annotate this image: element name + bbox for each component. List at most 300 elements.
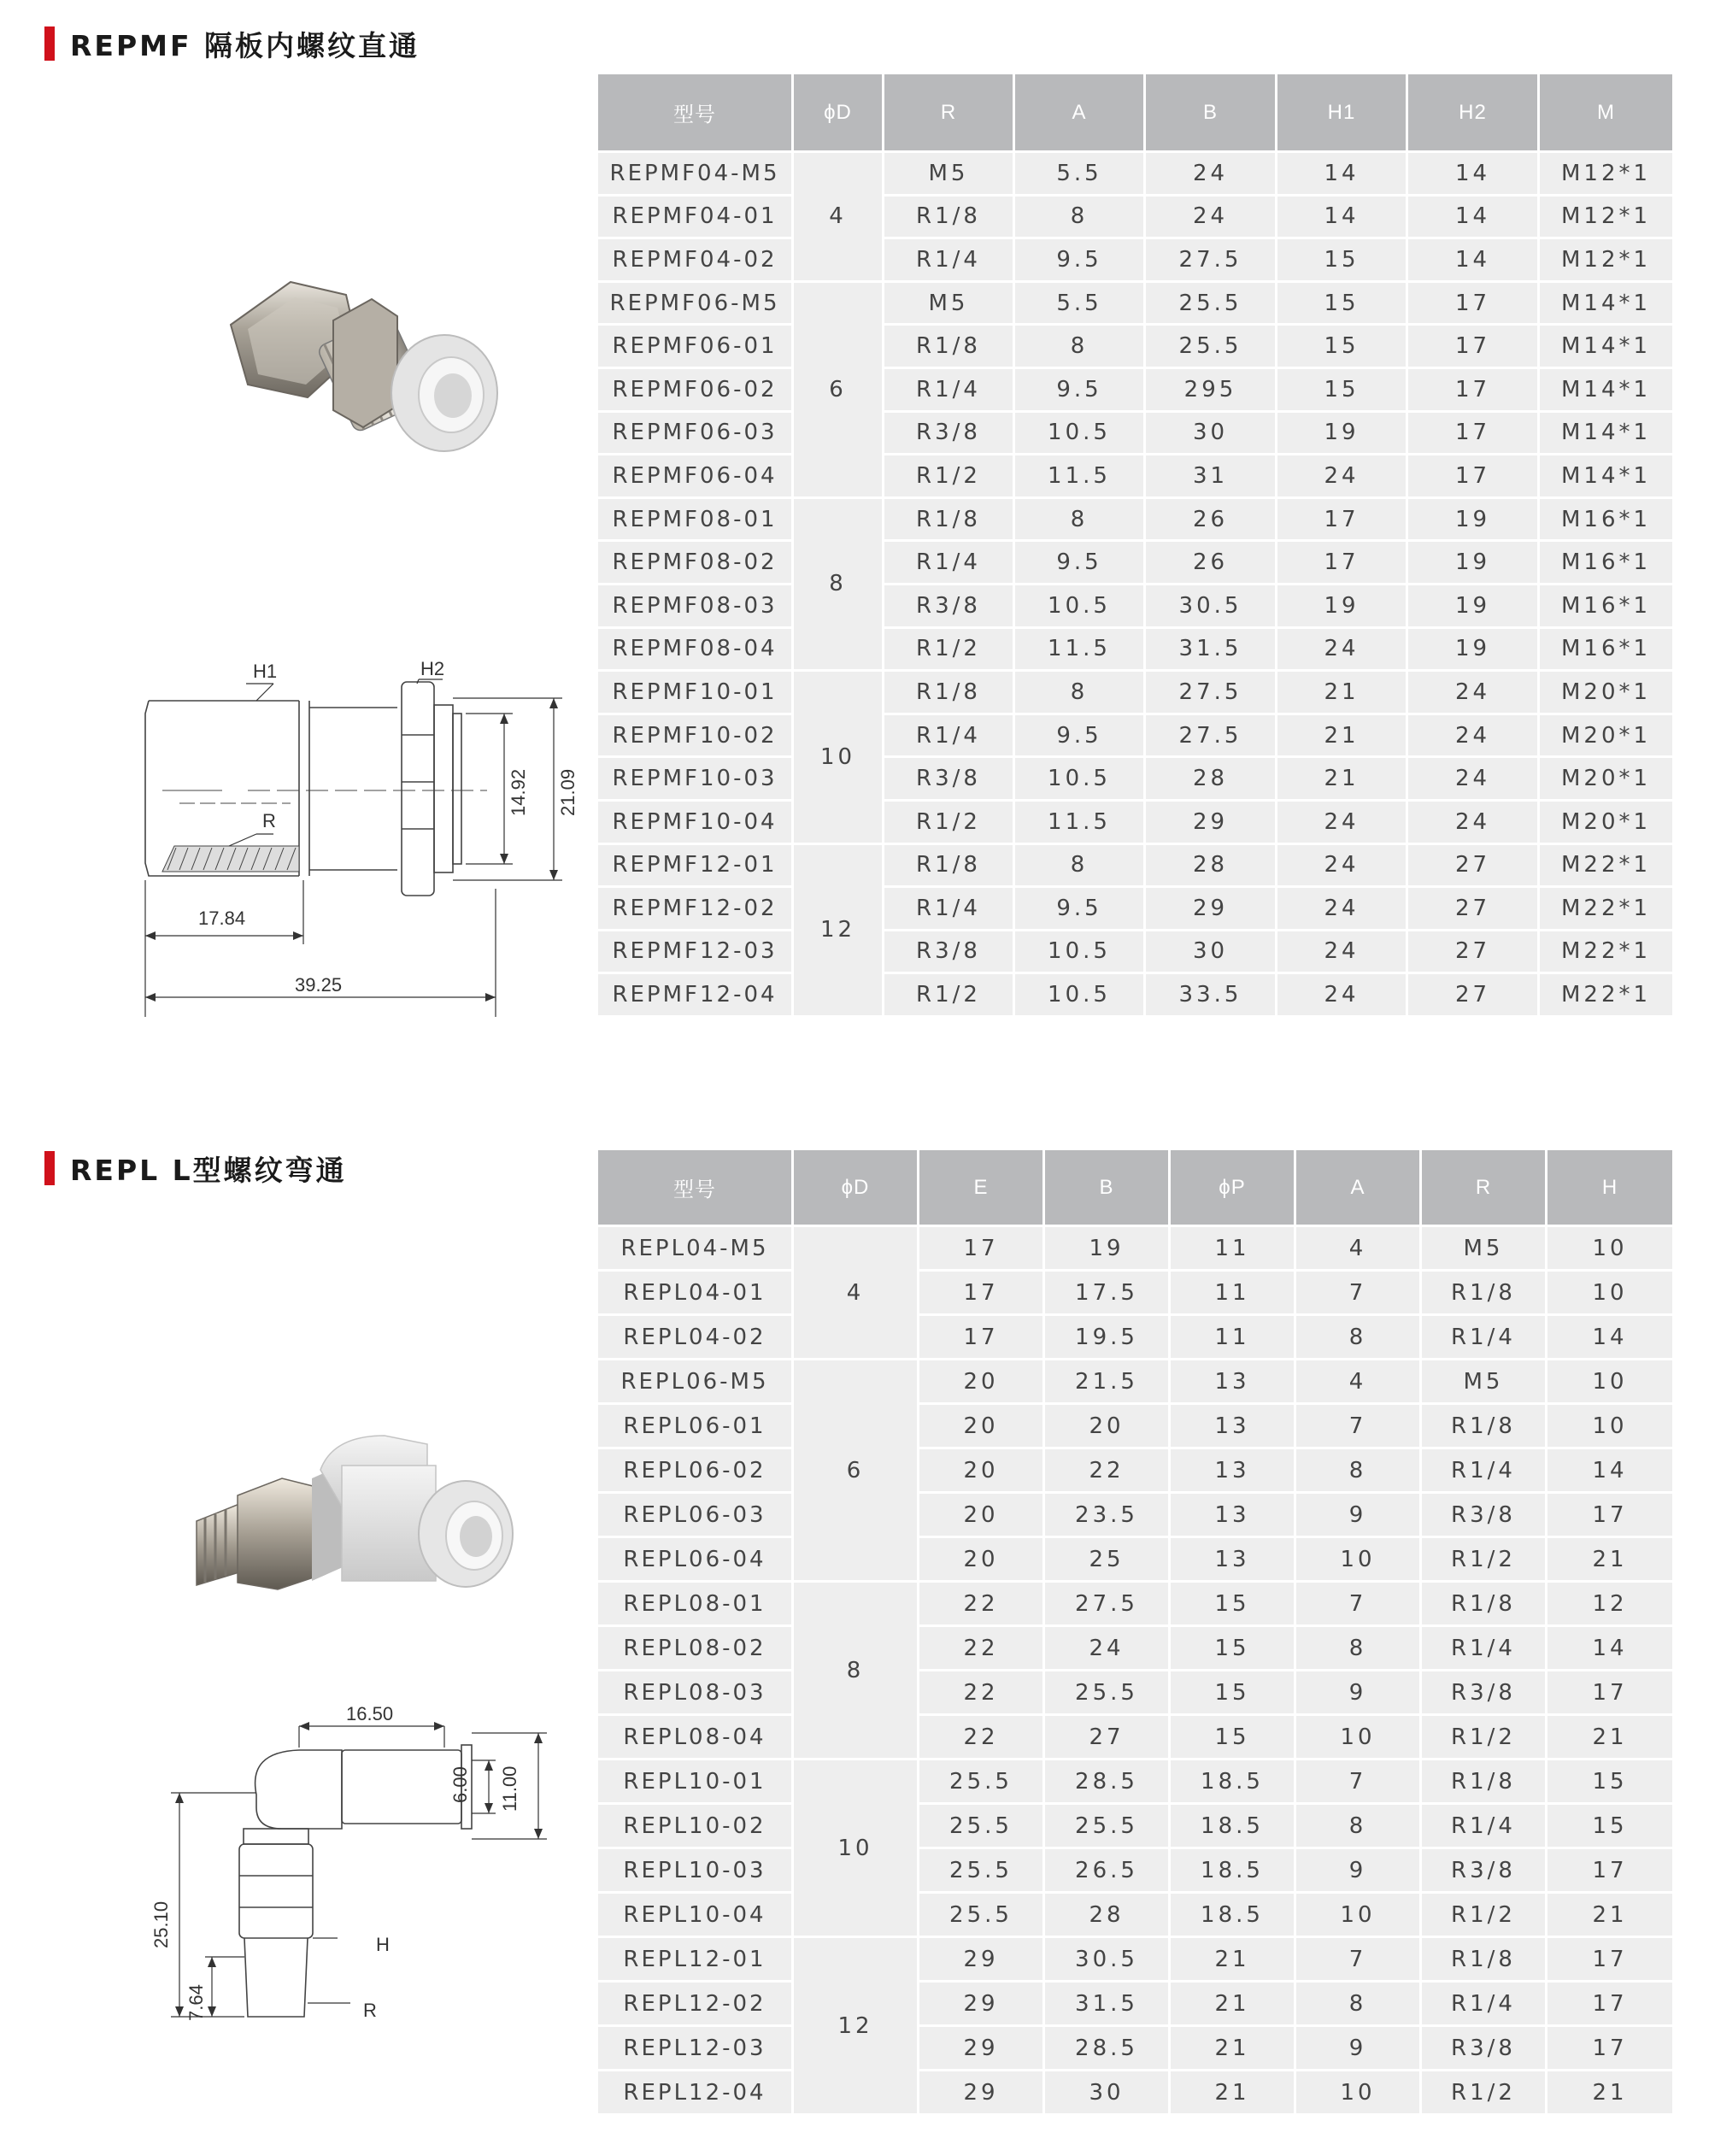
value-cell-a: 9 [1295,1848,1421,1893]
label-h2: H2 [420,658,445,679]
model-cell: REPL04-02 [597,1315,793,1360]
value-cell-a: 8 [1014,843,1145,887]
value-cell-a: 8 [1295,1982,1421,2026]
value-cell-r: R1/8 [884,671,1014,714]
model-cell: REPL06-02 [597,1448,793,1493]
value-cell-b: 27.5 [1145,238,1277,282]
value-cell-a: 10.5 [1014,411,1145,455]
value-cell-r: R1/2 [1421,1537,1547,1582]
dim-17-84: 17.84 [198,908,246,929]
table-row [597,973,1674,1017]
value-cell-h1: 21 [1277,757,1407,801]
value-cell-r: M5 [1421,1226,1547,1271]
value-cell-p: 15 [1170,1582,1295,1626]
value-cell-b: 24 [1145,152,1277,196]
value-cell-b: 25 [1044,1537,1170,1582]
value-cell-h2: 27 [1407,930,1539,973]
dim-16-50: 16.50 [346,1703,394,1724]
value-cell-a: 4 [1295,1226,1421,1271]
value-cell-h2: 24 [1407,671,1539,714]
value-cell-b: 30 [1044,2071,1170,2115]
value-cell-h: 21 [1547,1893,1674,1937]
section1-title [44,26,420,61]
value-cell-a: 10 [1295,2071,1421,2115]
value-cell-a: 8 [1014,195,1145,238]
value-cell-a: 7 [1295,1937,1421,1982]
table-row [597,1582,1674,1626]
table-row [597,1271,1674,1315]
diameter-cell: 8 [793,497,884,670]
value-cell-b: 28 [1145,843,1277,887]
value-cell-h: 15 [1547,1759,1674,1804]
value-cell-r: R1/4 [1421,1448,1547,1493]
value-cell-h1: 15 [1277,325,1407,368]
table-row [597,541,1674,585]
value-cell-a: 10 [1295,1715,1421,1759]
table-row [597,1671,1674,1715]
value-cell-b: 17.5 [1044,1271,1170,1315]
value-cell-h: 10 [1547,1226,1674,1271]
value-cell-a: 9.5 [1014,367,1145,411]
col-header-model: 型号 [597,1149,793,1226]
value-cell-b: 23.5 [1044,1493,1170,1537]
table-row [597,1848,1674,1893]
value-cell-r: R1/8 [1421,1404,1547,1448]
value-cell-h1: 17 [1277,541,1407,585]
model-cell: REPL08-02 [597,1626,793,1671]
col-header-a: A [1295,1149,1421,1226]
table-row [597,367,1674,411]
value-cell-r: R1/2 [1421,1715,1547,1759]
model-cell: REPMF08-01 [597,497,793,541]
value-cell-m: M12*1 [1539,195,1674,238]
model-cell: REPMF12-02 [597,887,793,931]
value-cell-m: M20*1 [1539,714,1674,757]
value-cell-a: 10.5 [1014,757,1145,801]
value-cell-r: R1/4 [1421,1982,1547,2026]
model-cell: REPMF04-M5 [597,152,793,196]
col-header-a: A [1014,73,1145,152]
value-cell-r: R3/8 [1421,1671,1547,1715]
value-cell-h: 17 [1547,1671,1674,1715]
value-cell-r: R1/8 [1421,1937,1547,1982]
value-cell-r: R1/8 [884,325,1014,368]
value-cell-b: 25.5 [1145,281,1277,325]
value-cell-a: 8 [1014,497,1145,541]
value-cell-h1: 24 [1277,455,1407,498]
title-accent-bar [44,26,55,61]
value-cell-a: 10.5 [1014,584,1145,627]
section2-title [44,1151,347,1185]
table-row [597,887,1674,931]
value-cell-h: 10 [1547,1360,1674,1404]
value-cell-b: 33.5 [1145,973,1277,1017]
value-cell-a: 5.5 [1014,281,1145,325]
model-cell: REPMF06-M5 [597,281,793,325]
col-header-h2: H2 [1407,73,1539,152]
value-cell-h1: 17 [1277,497,1407,541]
value-cell-r: R3/8 [1421,2026,1547,2071]
value-cell-b: 21.5 [1044,1360,1170,1404]
value-cell-e: 17 [919,1226,1044,1271]
value-cell-a: 9 [1295,1671,1421,1715]
value-cell-e: 20 [919,1448,1044,1493]
table-row [597,1937,1674,1982]
label-r: R [363,2000,377,2021]
value-cell-a: 8 [1295,1804,1421,1848]
model-cell: REPMF10-02 [597,714,793,757]
value-cell-h2: 24 [1407,800,1539,843]
value-cell-h: 12 [1547,1582,1674,1626]
value-cell-m: M20*1 [1539,800,1674,843]
model-cell: REPMF08-02 [597,541,793,585]
model-cell: REPMF06-04 [597,455,793,498]
value-cell-r: R3/8 [884,411,1014,455]
col-header-m: M [1539,73,1674,152]
table-row [597,714,1674,757]
model-cell: REPMF10-03 [597,757,793,801]
value-cell-h2: 24 [1407,757,1539,801]
table-row [597,1626,1674,1671]
model-cell: REPL12-01 [597,1937,793,1982]
table-row [597,455,1674,498]
value-cell-b: 31 [1145,455,1277,498]
value-cell-e: 22 [919,1671,1044,1715]
value-cell-a: 9.5 [1014,238,1145,282]
value-cell-m: M16*1 [1539,584,1674,627]
value-cell-p: 13 [1170,1493,1295,1537]
value-cell-b: 28 [1145,757,1277,801]
value-cell-b: 29 [1145,800,1277,843]
repmf-spec-table [596,72,1675,1018]
value-cell-h2: 14 [1407,195,1539,238]
value-cell-e: 29 [919,1982,1044,2026]
value-cell-a: 9 [1295,2026,1421,2071]
repl-table-body [597,1226,1674,2115]
col-header-h: H [1547,1149,1674,1226]
value-cell-a: 8 [1295,1315,1421,1360]
table-row [597,1537,1674,1582]
table-row [597,238,1674,282]
value-cell-b: 25.5 [1044,1671,1170,1715]
value-cell-a: 10 [1295,1537,1421,1582]
value-cell-p: 11 [1170,1271,1295,1315]
model-cell: REPMF04-01 [597,195,793,238]
dim-21-09: 21.09 [557,768,578,816]
value-cell-m: M12*1 [1539,238,1674,282]
dim-39-25: 39.25 [295,974,343,996]
value-cell-m: M22*1 [1539,930,1674,973]
dim-14-92: 14.92 [508,768,529,816]
model-cell: REPL04-01 [597,1271,793,1315]
value-cell-e: 20 [919,1493,1044,1537]
value-cell-h1: 15 [1277,238,1407,282]
repl-product-photo [179,1419,538,1624]
value-cell-r: R1/4 [884,714,1014,757]
value-cell-b: 19 [1044,1226,1170,1271]
label-r: R [262,810,276,831]
value-cell-h2: 19 [1407,627,1539,671]
model-cell: REPMF06-03 [597,411,793,455]
value-cell-m: M16*1 [1539,627,1674,671]
model-cell: REPMF12-03 [597,930,793,973]
col-header-b: B [1044,1149,1170,1226]
value-cell-e: 22 [919,1626,1044,1671]
model-cell: REPMF10-04 [597,800,793,843]
col-header-p: ϕP [1170,1149,1295,1226]
value-cell-r: R1/8 [884,195,1014,238]
value-cell-h1: 14 [1277,152,1407,196]
model-cell: REPL12-04 [597,2071,793,2115]
value-cell-e: 25.5 [919,1804,1044,1848]
value-cell-r: R1/2 [1421,1893,1547,1937]
value-cell-h2: 17 [1407,281,1539,325]
model-cell: REPMF08-04 [597,627,793,671]
value-cell-h1: 15 [1277,367,1407,411]
value-cell-m: M14*1 [1539,281,1674,325]
model-cell: REPL10-03 [597,1848,793,1893]
value-cell-a: 7 [1295,1404,1421,1448]
value-cell-e: 20 [919,1404,1044,1448]
col-header-r: R [884,73,1014,152]
dim-25-10: 25.10 [150,1900,172,1948]
repmf-table-body [597,152,1674,1017]
value-cell-p: 21 [1170,1937,1295,1982]
value-cell-r: R1/8 [884,843,1014,887]
value-cell-r: R1/8 [1421,1759,1547,1804]
model-cell: REPL10-04 [597,1893,793,1937]
value-cell-h: 17 [1547,1493,1674,1537]
value-cell-h2: 27 [1407,887,1539,931]
value-cell-m: M14*1 [1539,411,1674,455]
value-cell-b: 31.5 [1044,1982,1170,2026]
model-cell: REPL04-M5 [597,1226,793,1271]
table-row [597,1226,1674,1271]
value-cell-r: M5 [884,152,1014,196]
value-cell-h: 14 [1547,1315,1674,1360]
value-cell-b: 24 [1044,1626,1170,1671]
value-cell-a: 11.5 [1014,627,1145,671]
diameter-cell: 10 [793,671,884,843]
value-cell-h1: 19 [1277,411,1407,455]
value-cell-h2: 27 [1407,843,1539,887]
value-cell-a: 11.5 [1014,455,1145,498]
repmf-dimension-drawing [128,632,607,1034]
value-cell-m: M22*1 [1539,843,1674,887]
table-row [597,2026,1674,2071]
value-cell-h2: 17 [1407,325,1539,368]
value-cell-m: M20*1 [1539,757,1674,801]
table-row [597,325,1674,368]
table-row [597,671,1674,714]
value-cell-b: 29 [1145,887,1277,931]
value-cell-b: 28.5 [1044,2026,1170,2071]
col-header-h1: H1 [1277,73,1407,152]
value-cell-m: M14*1 [1539,367,1674,411]
value-cell-a: 11.5 [1014,800,1145,843]
model-cell: REPL06-01 [597,1404,793,1448]
value-cell-h1: 21 [1277,671,1407,714]
value-cell-h1: 24 [1277,973,1407,1017]
value-cell-a: 8 [1295,1448,1421,1493]
value-cell-h1: 24 [1277,930,1407,973]
model-cell: REPL08-03 [597,1671,793,1715]
model-cell: REPL08-04 [597,1715,793,1759]
value-cell-h: 21 [1547,2071,1674,2115]
value-cell-m: M22*1 [1539,973,1674,1017]
value-cell-p: 21 [1170,1982,1295,2026]
table-row [597,800,1674,843]
value-cell-b: 24 [1145,195,1277,238]
title-accent-bar [44,1151,55,1185]
model-cell: REPL08-01 [597,1582,793,1626]
value-cell-e: 22 [919,1715,1044,1759]
value-cell-h2: 14 [1407,238,1539,282]
model-cell: REPMF12-04 [597,973,793,1017]
col-header-diameter: ϕD [793,1149,919,1226]
value-cell-b: 30.5 [1044,1937,1170,1982]
value-cell-p: 18.5 [1170,1848,1295,1893]
value-cell-b: 27.5 [1044,1582,1170,1626]
label-h1: H1 [253,661,278,682]
table-row [597,195,1674,238]
table-row [597,1715,1674,1759]
label-h: H [376,1934,390,1955]
value-cell-h2: 14 [1407,152,1539,196]
value-cell-m: M16*1 [1539,497,1674,541]
value-cell-h: 17 [1547,2026,1674,2071]
value-cell-h1: 15 [1277,281,1407,325]
value-cell-a: 8 [1014,671,1145,714]
value-cell-p: 13 [1170,1360,1295,1404]
value-cell-r: M5 [884,281,1014,325]
value-cell-h1: 24 [1277,627,1407,671]
value-cell-r: R1/2 [884,800,1014,843]
value-cell-m: M14*1 [1539,455,1674,498]
value-cell-b: 25.5 [1145,325,1277,368]
model-cell: REPL12-03 [597,2026,793,2071]
value-cell-r: R3/8 [884,930,1014,973]
repmf-product-photo [197,248,521,496]
value-cell-b: 30 [1145,411,1277,455]
table-row [597,757,1674,801]
value-cell-b: 25.5 [1044,1804,1170,1848]
table-row [597,152,1674,196]
diameter-cell: 6 [793,281,884,497]
value-cell-b: 19.5 [1044,1315,1170,1360]
value-cell-b: 31.5 [1145,627,1277,671]
value-cell-p: 21 [1170,2026,1295,2071]
value-cell-b: 26.5 [1044,1848,1170,1893]
table-row [597,2071,1674,2115]
model-cell: REPMF06-02 [597,367,793,411]
model-cell: REPL06-03 [597,1493,793,1537]
model-cell: REPL12-02 [597,1982,793,2026]
value-cell-h2: 17 [1407,367,1539,411]
value-cell-r: R1/2 [884,973,1014,1017]
table-row [597,584,1674,627]
value-cell-p: 18.5 [1170,1893,1295,1937]
value-cell-a: 9 [1295,1493,1421,1537]
value-cell-r: R3/8 [884,584,1014,627]
value-cell-r: R3/8 [884,757,1014,801]
dim-7-64: 7.64 [185,1984,207,2021]
col-header-model: 型号 [597,73,793,152]
table-row [597,281,1674,325]
value-cell-h2: 24 [1407,714,1539,757]
value-cell-h: 10 [1547,1271,1674,1315]
value-cell-h2: 27 [1407,973,1539,1017]
value-cell-p: 18.5 [1170,1804,1295,1848]
value-cell-r: R1/2 [884,627,1014,671]
table-row [597,497,1674,541]
dim-6-00: 6.00 [449,1766,471,1803]
model-cell: REPMF08-03 [597,584,793,627]
table-row [597,1448,1674,1493]
repl-spec-table [596,1148,1675,2116]
value-cell-e: 25.5 [919,1893,1044,1937]
value-cell-r: R1/4 [1421,1626,1547,1671]
value-cell-e: 25.5 [919,1848,1044,1893]
value-cell-h: 14 [1547,1448,1674,1493]
value-cell-p: 21 [1170,2071,1295,2115]
value-cell-b: 295 [1145,367,1277,411]
value-cell-m: M20*1 [1539,671,1674,714]
table-row [597,1360,1674,1404]
value-cell-h: 17 [1547,1848,1674,1893]
dim-11-00: 11.00 [499,1765,520,1812]
value-cell-h: 10 [1547,1404,1674,1448]
value-cell-r: R1/8 [1421,1271,1547,1315]
value-cell-p: 11 [1170,1226,1295,1271]
value-cell-b: 20 [1044,1404,1170,1448]
value-cell-h: 17 [1547,1937,1674,1982]
diameter-cell: 10 [793,1759,919,1937]
table-row [597,1893,1674,1937]
value-cell-b: 28 [1044,1893,1170,1937]
value-cell-h2: 19 [1407,541,1539,585]
col-header-e: E [919,1149,1044,1226]
value-cell-h: 21 [1547,1537,1674,1582]
section2-title-text: REPL L型螺纹弯通 [70,1153,347,1187]
model-cell: REPMF06-01 [597,325,793,368]
value-cell-r: R1/8 [1421,1582,1547,1626]
model-cell: REPL06-M5 [597,1360,793,1404]
value-cell-b: 26 [1145,497,1277,541]
model-cell: REPL10-02 [597,1804,793,1848]
model-cell: REPMF10-01 [597,671,793,714]
model-cell: REPL10-01 [597,1759,793,1804]
repl-dimension-drawing [137,1701,581,2059]
table-row [597,1982,1674,2026]
value-cell-a: 7 [1295,1271,1421,1315]
value-cell-r: R1/4 [884,541,1014,585]
value-cell-e: 20 [919,1537,1044,1582]
value-cell-a: 7 [1295,1759,1421,1804]
diameter-cell: 8 [793,1582,919,1759]
value-cell-a: 5.5 [1014,152,1145,196]
value-cell-b: 27.5 [1145,714,1277,757]
col-header-r: R [1421,1149,1547,1226]
value-cell-e: 20 [919,1360,1044,1404]
diameter-cell: 12 [793,1937,919,2115]
table-row [597,411,1674,455]
value-cell-a: 9.5 [1014,714,1145,757]
value-cell-a: 10.5 [1014,973,1145,1017]
value-cell-r: R1/2 [884,455,1014,498]
value-cell-h1: 24 [1277,843,1407,887]
table-row [597,627,1674,671]
